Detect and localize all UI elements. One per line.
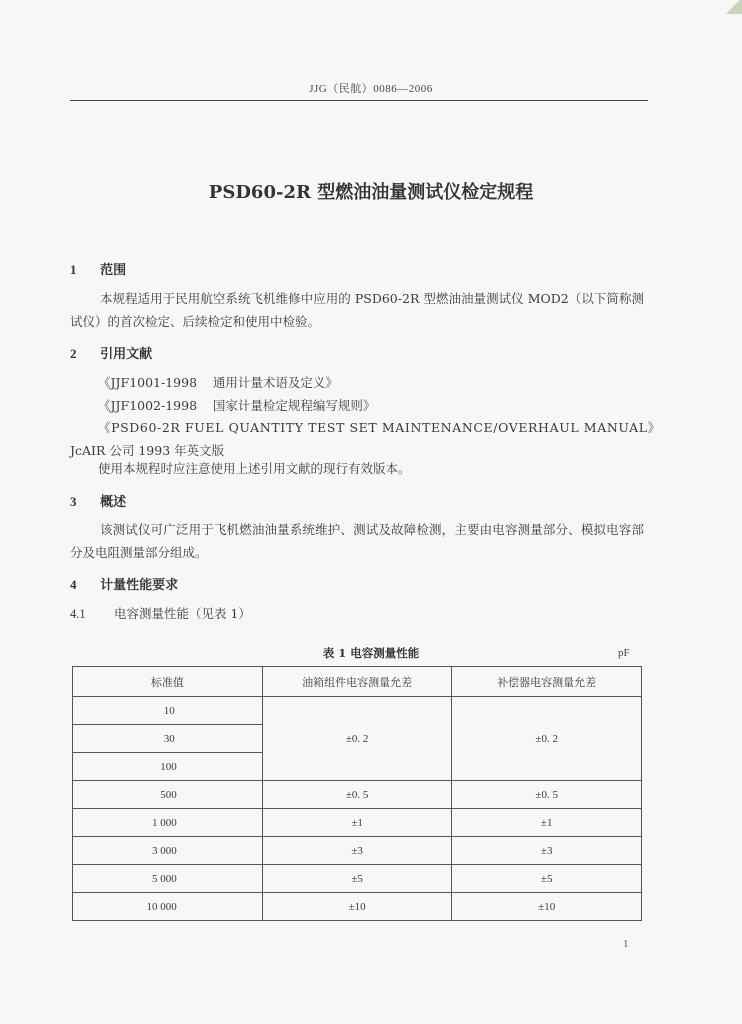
- document-title: PSD60-2R 型燃油油量测试仪检定规程: [208, 182, 534, 203]
- section-title: 范围: [100, 263, 127, 278]
- table-row: [73, 809, 642, 837]
- tank-tolerance-cell: ±10: [262, 893, 452, 921]
- tank-tolerance-cell: ±5: [262, 865, 452, 893]
- compensator-tolerance-cell: ±3: [452, 837, 642, 865]
- compensator-tolerance-cell: ±0. 2: [452, 697, 642, 781]
- table-unit: pF: [618, 647, 630, 659]
- table-row: [73, 781, 642, 809]
- section-title: 引用文献: [100, 347, 153, 362]
- subsection-number: 4.1: [70, 607, 86, 621]
- table-row: [73, 697, 642, 725]
- reference-item: 《JJF1001-1998 通用计量术语及定义》: [98, 375, 338, 390]
- tank-tolerance-cell: ±1: [262, 809, 452, 837]
- section-title: 概述: [100, 495, 127, 510]
- subsection-title: 电容测量性能（见表 1）: [113, 606, 251, 621]
- subsection-4-1: [70, 604, 251, 622]
- section-3-heading: [70, 491, 126, 510]
- table-row: [73, 893, 642, 921]
- tank-tolerance-cell: ±0. 5: [262, 781, 452, 809]
- scope-paragraph: 本规程适用于民用航空系统飞机维修中应用的 PSD60-2R 型燃油油量测试仪 MOD2（以下简称测试仪）的首次检定、后续检定和使用中检验。: [70, 291, 644, 329]
- table-header-cell: 标准值: [73, 667, 263, 697]
- compensator-tolerance-cell: ±1: [452, 809, 642, 837]
- section-number: 1: [70, 262, 77, 277]
- reference-note: 使用本规程时应注意使用上述引用文献的现行有效版本。: [98, 461, 411, 476]
- compensator-tolerance-cell: ±0. 5: [452, 781, 642, 809]
- reference-item: 《PSD60-2R FUEL QUANTITY TEST SET MAINTENANCE/OVERHAUL MANUAL》: [98, 420, 661, 435]
- compensator-tolerance-cell: ±5: [452, 865, 642, 893]
- standard-code: JJG（民航）0086—2006: [309, 83, 433, 95]
- standard-value-cell: 5 000: [73, 865, 263, 893]
- section-number: 3: [70, 494, 77, 509]
- header-rule: [70, 100, 648, 101]
- section-title: 计量性能要求: [100, 578, 179, 593]
- section-1-heading: [70, 259, 126, 278]
- scan-corner-mark: [724, 0, 742, 14]
- tank-tolerance-cell: ±3: [262, 837, 452, 865]
- table-row: [73, 865, 642, 893]
- section-number: 2: [70, 346, 77, 361]
- standard-value-cell: 10: [73, 697, 263, 725]
- table-row: [73, 837, 642, 865]
- section-4-heading: [70, 574, 178, 593]
- reference-item-continuation: JcAIR 公司 1993 年英文版: [70, 443, 225, 458]
- standard-value-cell: 10 000: [73, 893, 263, 921]
- reference-item: 《JJF1002-1998 国家计量检定规程编写规则》: [98, 398, 376, 413]
- section-2-heading: [70, 343, 152, 362]
- capacitance-table: [72, 666, 642, 921]
- table-header-row: [73, 667, 642, 697]
- compensator-tolerance-cell: ±10: [452, 893, 642, 921]
- standard-value-cell: 3 000: [73, 837, 263, 865]
- tank-tolerance-cell: ±0. 2: [262, 697, 452, 781]
- table-header-cell: 油箱组件电容测量允差: [262, 667, 452, 697]
- standard-value-cell: 30: [73, 725, 263, 753]
- standard-value-cell: 500: [73, 781, 263, 809]
- section-number: 4: [70, 577, 77, 592]
- table-caption: 表 1 电容测量性能: [322, 646, 420, 660]
- standard-value-cell: 100: [73, 753, 263, 781]
- standard-value-cell: 1 000: [73, 809, 263, 837]
- page-number: 1: [623, 938, 629, 950]
- table-header-cell: 补偿器电容测量允差: [452, 667, 642, 697]
- overview-paragraph: 该测试仪可广泛用于飞机燃油油量系统维护、测试及故障检测，主要由电容测量部分、模拟电容部分及电阻测量部分组成。: [70, 522, 644, 560]
